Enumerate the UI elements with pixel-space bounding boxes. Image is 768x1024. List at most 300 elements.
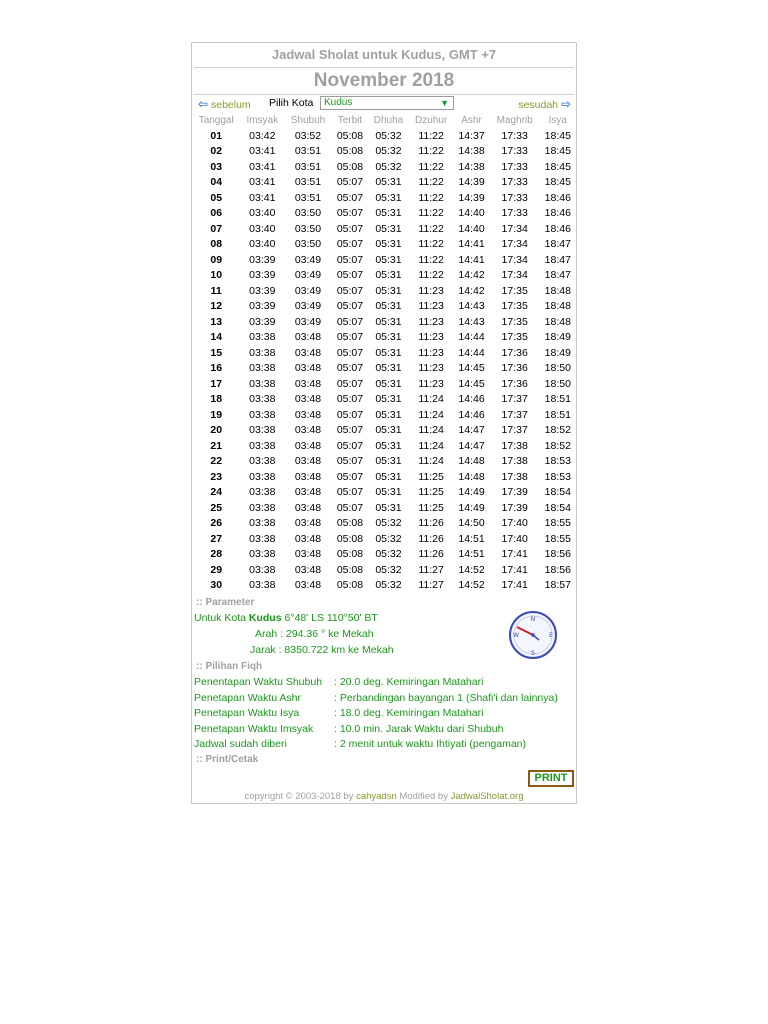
date-cell: 29: [210, 563, 223, 576]
time-cell: 14:45: [458, 362, 485, 375]
time-cell: 05:32: [375, 532, 402, 545]
time-cell: 05:32: [375, 160, 402, 173]
time-cell: 18:54: [544, 486, 571, 499]
time-cell: 05:32: [375, 145, 402, 158]
time-cell: 17:33: [501, 160, 528, 173]
time-cell: 03:39: [249, 284, 276, 297]
date-cell: 20: [210, 424, 223, 437]
column-header: Isya: [548, 115, 567, 126]
table-row: [192, 206, 576, 222]
table-row: [192, 314, 576, 330]
time-cell: 03:51: [294, 191, 322, 204]
divider: [194, 67, 574, 68]
time-cell: 18:57: [544, 579, 571, 592]
time-cell: 03:48: [294, 362, 322, 375]
time-cell: 05:07: [336, 346, 364, 359]
time-cell: 18:55: [544, 532, 571, 545]
time-cell: 18:48: [544, 315, 571, 328]
time-cell: 17:37: [501, 393, 528, 406]
date-cell: 30: [210, 579, 223, 592]
time-cell: 03:50: [294, 222, 322, 235]
time-cell: 05:08: [336, 532, 364, 545]
time-cell: 03:38: [249, 331, 276, 344]
time-cell: 11:25: [418, 486, 444, 499]
time-cell: 14:40: [458, 222, 485, 235]
time-cell: 03:41: [249, 160, 276, 173]
date-cell: 24: [210, 486, 223, 499]
time-cell: 14:43: [458, 315, 485, 328]
time-cell: 05:07: [336, 393, 364, 406]
date-cell: 16: [210, 362, 223, 375]
print-heading: :: Print/Cetak: [196, 754, 259, 765]
date-cell: 09: [210, 253, 223, 266]
table-row: [192, 128, 576, 144]
time-cell: 05:07: [336, 176, 364, 189]
time-cell: 05:07: [336, 222, 364, 235]
time-cell: 05:07: [336, 315, 364, 328]
time-cell: 11:24: [418, 408, 444, 421]
time-cell: 14:38: [458, 145, 485, 158]
time-cell: 17:38: [501, 439, 528, 452]
time-cell: 05:07: [336, 439, 364, 452]
time-cell: 17:39: [501, 501, 528, 514]
date-cell: 08: [210, 238, 223, 251]
time-cell: 03:48: [294, 455, 322, 468]
column-header: Tanggal: [198, 115, 234, 126]
date-cell: 05: [210, 191, 223, 204]
parameter-city-prefix: Untuk Kota: [194, 612, 246, 624]
time-cell: 18:51: [544, 393, 571, 406]
time-cell: 14:42: [458, 269, 485, 282]
time-cell: 17:36: [501, 346, 528, 359]
table-row: [192, 237, 576, 253]
time-cell: 14:38: [458, 160, 485, 173]
time-cell: 11:22: [418, 191, 444, 204]
time-cell: 11:27: [418, 579, 444, 592]
time-cell: 18:47: [544, 238, 571, 251]
date-cell: 10: [210, 269, 223, 282]
time-cell: 03:49: [294, 253, 322, 266]
fiqh-item-value: : 2 menit untuk waktu Ihtiyati (pengaman): [334, 738, 527, 750]
time-cell: 03:49: [294, 300, 322, 313]
column-header: Ashr: [461, 115, 482, 126]
svg-text:S: S: [531, 650, 535, 657]
table-row: [192, 531, 576, 547]
parameter-coords: 6°48' LS 110°50' BT: [284, 612, 378, 624]
time-cell: 17:40: [501, 517, 528, 530]
time-cell: 05:31: [375, 222, 402, 235]
time-cell: 18:56: [544, 563, 571, 576]
time-cell: 05:31: [375, 176, 402, 189]
time-cell: 03:49: [294, 315, 322, 328]
time-cell: 18:52: [544, 439, 571, 452]
time-cell: 11:22: [418, 253, 444, 266]
table-row: [192, 159, 576, 175]
modified-by-text: Modified by: [399, 791, 448, 802]
date-cell: 22: [210, 455, 223, 468]
time-cell: 17:38: [501, 455, 528, 468]
time-cell: 11:24: [418, 393, 444, 406]
table-row: [192, 299, 576, 315]
table-row: [192, 268, 576, 284]
time-cell: 14:41: [458, 253, 485, 266]
time-cell: 17:33: [501, 129, 528, 142]
fiqh-item-value: : 20.0 deg. Kemiringan Matahari: [334, 676, 484, 688]
table-row: [192, 423, 576, 439]
time-cell: 05:07: [336, 238, 364, 251]
time-cell: 18:45: [544, 145, 571, 158]
time-cell: 05:08: [336, 160, 364, 173]
table-row: [192, 547, 576, 563]
time-cell: 11:26: [418, 532, 444, 545]
time-cell: 17:41: [501, 563, 528, 576]
time-cell: 17:35: [501, 300, 528, 313]
time-cell: 05:07: [336, 501, 364, 514]
time-cell: 17:34: [501, 238, 528, 251]
time-cell: 14:41: [458, 238, 485, 251]
time-cell: 05:31: [375, 253, 402, 266]
author-link[interactable]: cahyadsn: [356, 791, 397, 802]
time-cell: 11:22: [418, 238, 444, 251]
time-cell: 05:31: [375, 191, 402, 204]
time-cell: 18:55: [544, 517, 571, 530]
time-cell: 03:39: [249, 269, 276, 282]
date-cell: 04: [210, 176, 223, 189]
date-cell: 13: [210, 315, 223, 328]
time-cell: 03:38: [249, 455, 276, 468]
time-cell: 17:41: [501, 579, 528, 592]
time-cell: 11:22: [418, 269, 444, 282]
time-cell: 17:38: [501, 470, 528, 483]
date-cell: 07: [210, 222, 223, 235]
time-cell: 11:27: [418, 563, 444, 576]
time-cell: 18:49: [544, 346, 571, 359]
time-cell: 05:07: [336, 424, 364, 437]
date-cell: 06: [210, 207, 223, 220]
date-cell: 14: [210, 331, 223, 344]
time-cell: 03:38: [249, 470, 276, 483]
column-header: Dhuha: [373, 115, 404, 126]
fiqh-item-value: : Perbandingan bayangan 1 (Shafi'i dan lainnya): [334, 691, 558, 704]
time-cell: 03:48: [294, 393, 322, 406]
time-cell: 11:22: [418, 222, 444, 235]
time-cell: 05:31: [375, 486, 402, 499]
time-cell: 14:52: [458, 579, 485, 592]
time-cell: 18:50: [544, 362, 571, 375]
table-row: [192, 562, 576, 578]
time-cell: 05:31: [375, 393, 402, 406]
table-row: [192, 252, 576, 268]
time-cell: 17:37: [501, 424, 528, 437]
date-cell: 25: [210, 501, 223, 514]
time-cell: 18:49: [544, 331, 571, 344]
table-row: [192, 361, 576, 377]
time-cell: 03:40: [249, 222, 276, 235]
time-cell: 14:44: [458, 346, 485, 359]
time-cell: 11:25: [418, 501, 444, 514]
time-cell: 03:38: [249, 517, 276, 530]
time-cell: 18:45: [544, 176, 571, 189]
time-cell: 03:51: [294, 176, 322, 189]
month-title: November 2018: [313, 70, 455, 91]
time-cell: 05:08: [336, 517, 364, 530]
fiqh-item-value: : 10.0 min. Jarak Waktu dari Shubuh: [334, 722, 504, 735]
time-cell: 03:38: [249, 439, 276, 452]
date-cell: 17: [210, 377, 223, 390]
time-cell: 11:26: [418, 517, 444, 530]
time-cell: 14:46: [458, 408, 485, 421]
time-cell: 03:51: [294, 160, 322, 173]
date-cell: 26: [210, 517, 223, 530]
date-cell: 18: [210, 393, 223, 406]
time-cell: 11:23: [418, 284, 444, 297]
time-cell: 05:32: [375, 548, 402, 561]
table-row: [192, 392, 576, 408]
time-cell: 18:45: [544, 129, 571, 142]
time-cell: 11:24: [418, 455, 444, 468]
site-link[interactable]: JadwalSholat.org: [450, 791, 524, 802]
time-cell: 18:54: [544, 501, 571, 514]
left-arrow-icon: ⇦: [198, 97, 209, 111]
date-cell: 11: [210, 284, 222, 297]
time-cell: 05:07: [336, 377, 364, 390]
time-cell: 18:47: [544, 269, 571, 282]
time-cell: 11:22: [418, 160, 444, 173]
fiqh-item-label: Penetapan Waktu Isya: [194, 707, 300, 719]
time-cell: 11:22: [418, 207, 444, 220]
time-cell: 05:08: [336, 548, 364, 561]
parameter-city-line: [194, 612, 378, 624]
time-cell: 05:07: [336, 331, 364, 344]
time-cell: 05:31: [375, 455, 402, 468]
time-cell: 05:31: [375, 346, 402, 359]
time-cell: 14:37: [458, 129, 485, 142]
table-row: [192, 345, 576, 361]
time-cell: 05:07: [336, 455, 364, 468]
time-cell: 03:48: [294, 486, 322, 499]
time-cell: 18:51: [544, 408, 571, 421]
time-cell: 17:34: [501, 269, 528, 282]
time-cell: 03:48: [294, 517, 322, 530]
prev-month-link[interactable]: [198, 97, 251, 111]
date-cell: 28: [210, 548, 223, 561]
date-cell: 03: [210, 160, 223, 173]
next-month-link[interactable]: [518, 97, 571, 111]
time-cell: 03:52: [294, 129, 322, 142]
time-cell: 18:52: [544, 424, 571, 437]
time-cell: 03:38: [249, 424, 276, 437]
time-cell: 03:48: [294, 377, 322, 390]
time-cell: 05:31: [375, 424, 402, 437]
time-cell: 14:39: [458, 176, 485, 189]
time-cell: 05:07: [336, 362, 364, 375]
svg-text:W: W: [513, 632, 519, 639]
time-cell: 18:47: [544, 253, 571, 266]
time-cell: 14:43: [458, 300, 485, 313]
time-cell: 05:31: [375, 377, 402, 390]
time-cell: 03:48: [294, 408, 322, 421]
time-cell: 05:07: [336, 284, 364, 297]
time-cell: 05:31: [375, 300, 402, 313]
time-cell: 18:50: [544, 377, 571, 390]
time-cell: 05:08: [336, 563, 364, 576]
time-cell: 14:44: [458, 331, 485, 344]
time-cell: 17:33: [501, 176, 528, 189]
time-cell: 05:31: [375, 207, 402, 220]
time-cell: 05:32: [375, 579, 402, 592]
time-cell: 11:22: [418, 129, 444, 142]
time-cell: 03:38: [249, 346, 276, 359]
print-button[interactable]: PRINT: [528, 770, 574, 787]
time-cell: 17:36: [501, 362, 528, 375]
time-cell: 05:31: [375, 269, 402, 282]
time-cell: 14:51: [458, 532, 485, 545]
parameter-distance: Jarak : 8350.722 km ke Mekah: [250, 644, 394, 656]
time-cell: 03:38: [249, 377, 276, 390]
right-arrow-icon: ⇨: [560, 97, 571, 111]
time-cell: 17:33: [501, 191, 528, 204]
time-cell: 03:40: [249, 238, 276, 251]
time-cell: 05:07: [336, 207, 364, 220]
time-cell: 03:49: [294, 284, 322, 297]
time-cell: 17:35: [501, 284, 528, 297]
time-cell: 11:23: [418, 331, 444, 344]
time-cell: 11:23: [418, 362, 444, 375]
parameter-city-name: Kudus: [248, 612, 282, 624]
time-cell: 18:46: [544, 207, 571, 220]
time-cell: 17:35: [501, 315, 528, 328]
time-cell: 11:23: [418, 315, 444, 328]
time-cell: 18:53: [544, 455, 571, 468]
city-select[interactable]: [320, 96, 454, 110]
time-cell: 11:22: [418, 145, 444, 158]
table-row: [192, 469, 576, 485]
column-header: Terbit: [337, 115, 363, 126]
time-cell: 03:41: [249, 176, 276, 189]
time-cell: 11:24: [418, 424, 444, 437]
time-cell: 05:31: [375, 315, 402, 328]
next-month-label: sesudah: [518, 99, 559, 111]
time-cell: 05:31: [375, 439, 402, 452]
time-cell: 05:07: [336, 486, 364, 499]
time-cell: 05:07: [336, 408, 364, 421]
time-cell: 05:31: [375, 331, 402, 344]
time-cell: 05:07: [336, 269, 364, 282]
table-row: [192, 500, 576, 516]
table-body: [192, 128, 576, 593]
table-header-row: [192, 113, 576, 128]
time-cell: 17:37: [501, 408, 528, 421]
time-cell: 17:36: [501, 377, 528, 390]
time-cell: 05:07: [336, 191, 364, 204]
table-row: [192, 330, 576, 346]
column-header: Maghrib: [496, 115, 533, 126]
time-cell: 17:33: [501, 145, 528, 158]
time-cell: 18:48: [544, 300, 571, 313]
date-cell: 12: [210, 300, 223, 313]
time-cell: 14:48: [458, 455, 485, 468]
fiqh-item-value: : 18.0 deg. Kemiringan Matahari: [334, 707, 484, 719]
time-cell: 03:41: [249, 145, 276, 158]
time-cell: 03:38: [249, 501, 276, 514]
date-cell: 23: [210, 470, 223, 483]
time-cell: 03:39: [249, 315, 276, 328]
time-cell: 05:32: [375, 563, 402, 576]
time-cell: 03:41: [249, 191, 276, 204]
time-cell: 14:50: [458, 517, 485, 530]
time-cell: 05:31: [375, 284, 402, 297]
city-select-label: Pilih Kota: [269, 97, 314, 109]
copyright-footer: [192, 791, 576, 802]
time-cell: 14:48: [458, 470, 485, 483]
time-cell: 03:48: [294, 501, 322, 514]
time-cell: 14:45: [458, 377, 485, 390]
time-cell: 11:22: [418, 176, 444, 189]
column-header: Dzuhur: [414, 115, 448, 126]
time-cell: 03:48: [294, 439, 322, 452]
time-cell: 03:38: [249, 532, 276, 545]
time-cell: 03:40: [249, 207, 276, 220]
parameter-direction: Arah : 294.36 ° ke Mekah: [255, 628, 374, 640]
time-cell: 03:50: [294, 207, 322, 220]
table-row: [192, 221, 576, 237]
time-cell: 03:39: [249, 300, 276, 313]
time-cell: 03:48: [294, 470, 322, 483]
time-cell: 05:08: [336, 145, 364, 158]
time-cell: 03:48: [294, 548, 322, 561]
date-cell: 27: [210, 532, 223, 545]
time-cell: 14:47: [458, 439, 485, 452]
divider: [194, 94, 574, 95]
time-cell: 03:38: [249, 579, 276, 592]
date-cell: 19: [210, 408, 223, 421]
fiqh-item-label: Jadwal sudah diberi: [194, 738, 287, 750]
svg-text:N: N: [530, 616, 536, 623]
table-row: [192, 175, 576, 191]
time-cell: 05:31: [375, 501, 402, 514]
date-cell: 02: [210, 145, 223, 158]
time-cell: 05:31: [375, 238, 402, 251]
time-cell: 18:45: [544, 160, 571, 173]
time-cell: 05:31: [375, 362, 402, 375]
time-cell: 14:47: [458, 424, 485, 437]
time-cell: 14:40: [458, 207, 485, 220]
date-cell: 15: [210, 346, 223, 359]
table-row: [192, 376, 576, 392]
time-cell: 03:38: [249, 486, 276, 499]
time-cell: 05:07: [336, 470, 364, 483]
svg-text:E: E: [549, 632, 553, 639]
fiqh-item-label: Penetapan Waktu Imsyak: [194, 722, 314, 735]
prayer-times-table: [192, 113, 576, 593]
time-cell: 05:08: [336, 129, 364, 142]
time-cell: 03:51: [294, 145, 322, 158]
time-cell: 05:31: [375, 470, 402, 483]
time-cell: 05:08: [336, 579, 364, 592]
time-cell: 05:32: [375, 129, 402, 142]
time-cell: 03:50: [294, 238, 322, 251]
time-cell: 03:38: [249, 548, 276, 561]
time-cell: 14:52: [458, 563, 485, 576]
time-cell: 03:48: [294, 563, 322, 576]
time-cell: 14:49: [458, 501, 485, 514]
fiqh-item-label: Penentapan Waktu Shubuh: [194, 676, 323, 688]
table-row: [192, 283, 576, 299]
date-cell: 21: [210, 439, 223, 452]
time-cell: 03:38: [249, 393, 276, 406]
time-cell: 11:26: [418, 548, 444, 561]
time-cell: 03:38: [249, 563, 276, 576]
